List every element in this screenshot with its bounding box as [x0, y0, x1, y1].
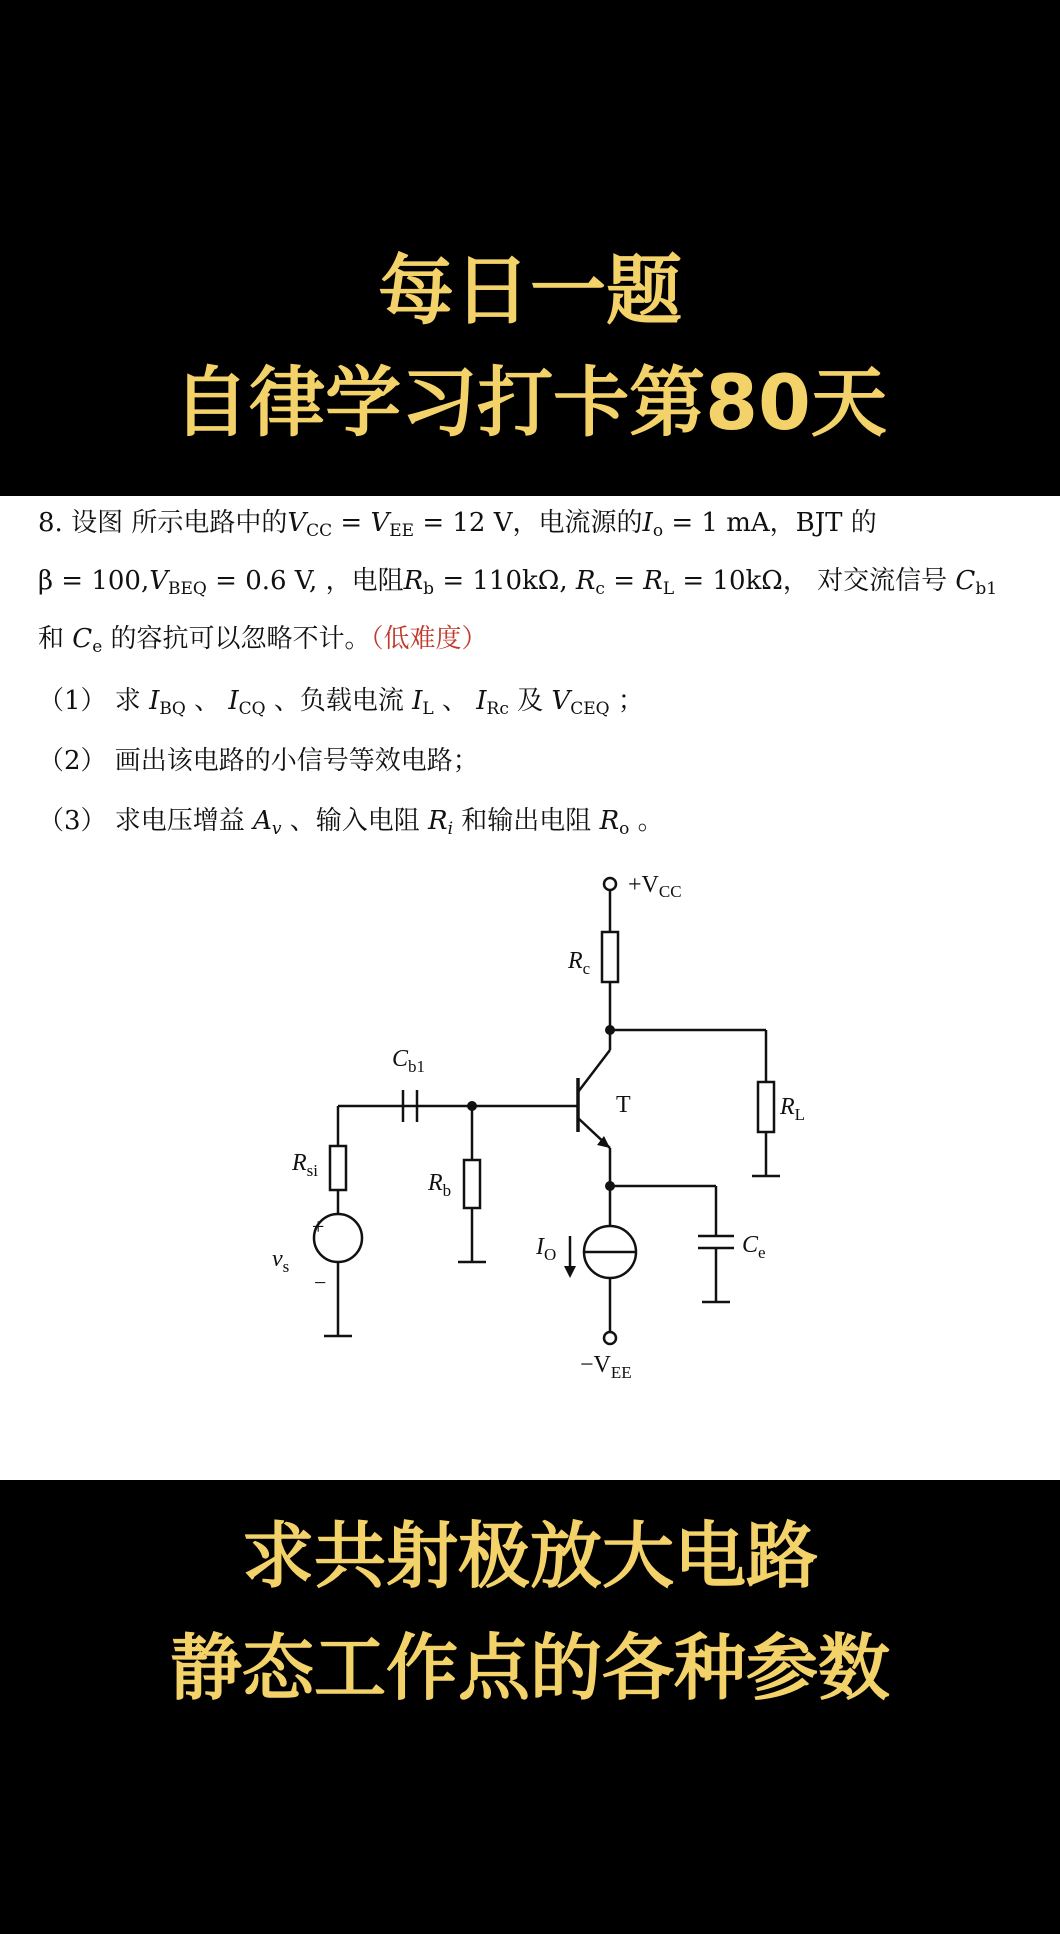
- resistor-rl: [758, 1082, 774, 1132]
- problem-line-2: $\beta = 100,V_{BEQ} = 0.6$ V, ，电阻$R_b = 110k\Omega$, $R_c = R_L = 10k\Omega$， 对交流信号 $C_{b1}$: [38, 566, 998, 599]
- label-vee: $-V_{EE}$: [580, 1352, 632, 1382]
- label-minus: −: [314, 1270, 327, 1295]
- label-rsi: $R_{si}$: [292, 1150, 319, 1180]
- resistor-rc: [602, 932, 618, 982]
- label-plus: +: [312, 1214, 325, 1239]
- bottom-title: 求共射极放大电路: [241, 1514, 818, 1598]
- label-rb: $R_b$: [428, 1170, 452, 1200]
- vcc-terminal: [604, 878, 616, 890]
- vee-terminal: [604, 1332, 616, 1344]
- node-emitter: [605, 1181, 615, 1191]
- top-banner: [0, 235, 1060, 459]
- problem-line-3: 和 $C_e$ 的容抗可以忽略不计。（低难度）: [38, 624, 488, 657]
- label-transistor: T: [616, 1092, 631, 1118]
- label-rl: $R_L$: [780, 1094, 806, 1124]
- node-base: [467, 1101, 477, 1111]
- problem-number: 8.: [38, 508, 63, 538]
- bottom-subtitle: 静态工作点的各种参数: [169, 1626, 890, 1710]
- resistor-rb: [464, 1160, 480, 1208]
- label-vs: $v_s$: [272, 1246, 290, 1276]
- label-io: $I_O$: [536, 1234, 557, 1264]
- io-arrow: [564, 1266, 576, 1278]
- difficulty-label: （低难度）: [370, 624, 488, 654]
- label-ce: $C_e$: [742, 1232, 766, 1262]
- label-cb1: $C_{b1}$: [392, 1046, 426, 1076]
- banner-subtitle: 自律学习打卡第80天: [173, 358, 887, 447]
- bottom-banner: [0, 1500, 1060, 1724]
- label-rc: $R_c$: [568, 948, 591, 978]
- circuit-diagram: [0, 496, 1060, 1480]
- question-1: （1） 求 $I_{BQ}$ 、 $I_{CQ}$ 、负载电流 $I_L$ 、 $I_{Rc}$ 及 $V_{CEQ}$ ；: [38, 686, 644, 719]
- question-3: （3） 求电压增益 $A_v$ 、输入电阻 $R_i$ 和输出电阻 $R_o$ 。: [38, 806, 664, 839]
- problem-line-1: 8. 设图 所示电路中的$V_{CC} = V_{EE} = 12$ V，电流源的$I_o = 1$ mA，BJT 的: [38, 508, 877, 541]
- problem-sheet: [0, 496, 1060, 1480]
- node-collector: [605, 1025, 615, 1035]
- banner-title: 每日一题: [378, 246, 682, 335]
- label-vcc: $+V_{CC}$: [628, 872, 682, 901]
- resistor-rsi: [330, 1146, 346, 1190]
- question-2: （2） 画出该电路的小信号等效电路；: [38, 746, 479, 776]
